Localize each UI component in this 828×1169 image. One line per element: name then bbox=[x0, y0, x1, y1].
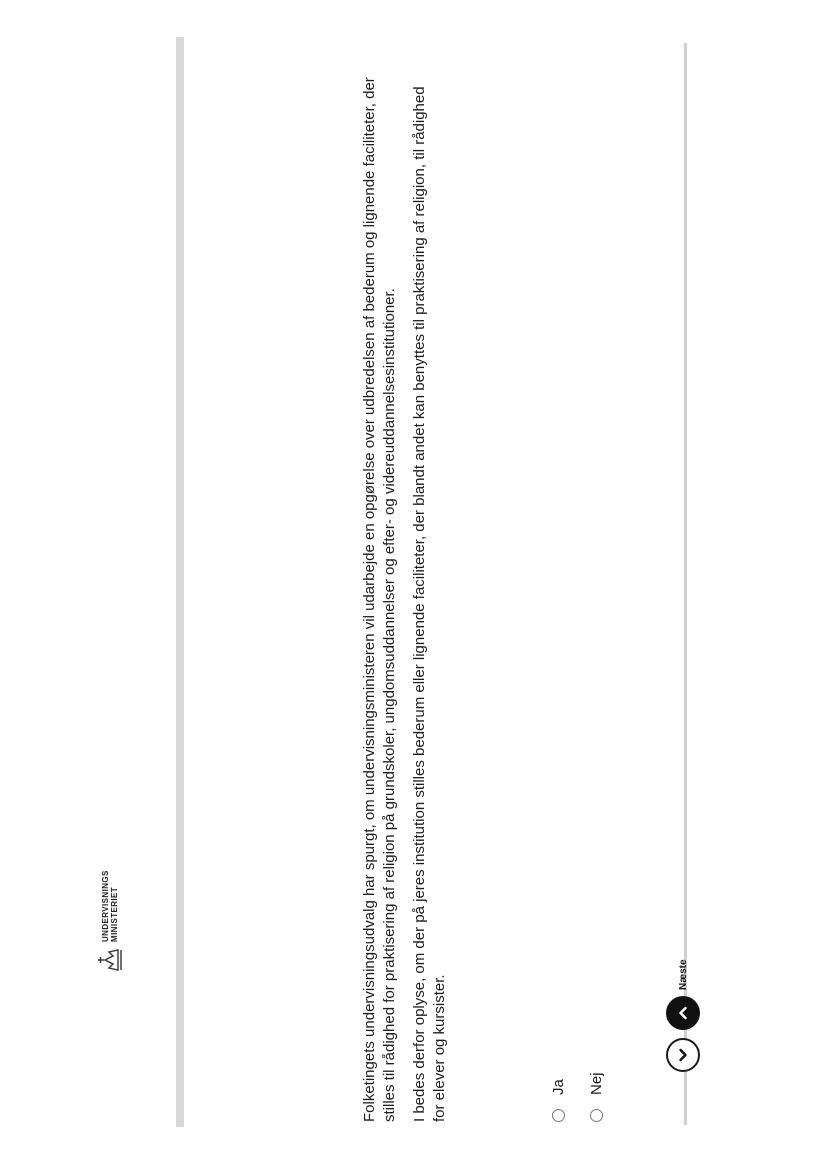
answer-options bbox=[548, 1072, 624, 1122]
chevron-down-icon bbox=[674, 1046, 692, 1064]
ministry-logo bbox=[94, 870, 126, 974]
option-ja-label: Ja bbox=[549, 1079, 567, 1095]
header-divider bbox=[176, 37, 184, 1127]
radio-nej[interactable] bbox=[590, 1109, 603, 1122]
option-ja[interactable] bbox=[548, 1072, 568, 1122]
navigation-bar bbox=[666, 959, 700, 1072]
chevron-up-icon bbox=[674, 1004, 692, 1022]
option-nej[interactable] bbox=[586, 1072, 606, 1122]
radio-ja[interactable] bbox=[552, 1109, 565, 1122]
next-button[interactable] bbox=[666, 996, 700, 1030]
previous-button[interactable] bbox=[666, 1038, 700, 1072]
next-label[interactable]: Næste bbox=[677, 959, 689, 990]
logo-line-2: MINISTERIET bbox=[110, 886, 119, 942]
crown-icon bbox=[94, 946, 126, 974]
question-text bbox=[360, 72, 460, 1122]
ministry-name bbox=[101, 870, 119, 942]
question-paragraph: I bedes derfor oplyse, om der på jeres institution stilles bederum eller lignende faciliteter, der blandt andet kan benyttes til praktisering af religion, til rådighed for elever og kursister. bbox=[411, 86, 448, 1122]
option-nej-label: Nej bbox=[587, 1072, 605, 1095]
logo-line-1: UNDERVISNINGS bbox=[101, 870, 110, 942]
intro-paragraph: Folketingets undervisningsudvalg har spurgt, om undervisningsministeren vil udarbejde en opgørelse over udbredelsen af bederum og lignende faciliteter, der stilles til rådighed for praktisering af religion på grundskoler, ungdomsuddannelser og efter- og videreuddannelsesinstitutioner. bbox=[361, 77, 398, 1122]
